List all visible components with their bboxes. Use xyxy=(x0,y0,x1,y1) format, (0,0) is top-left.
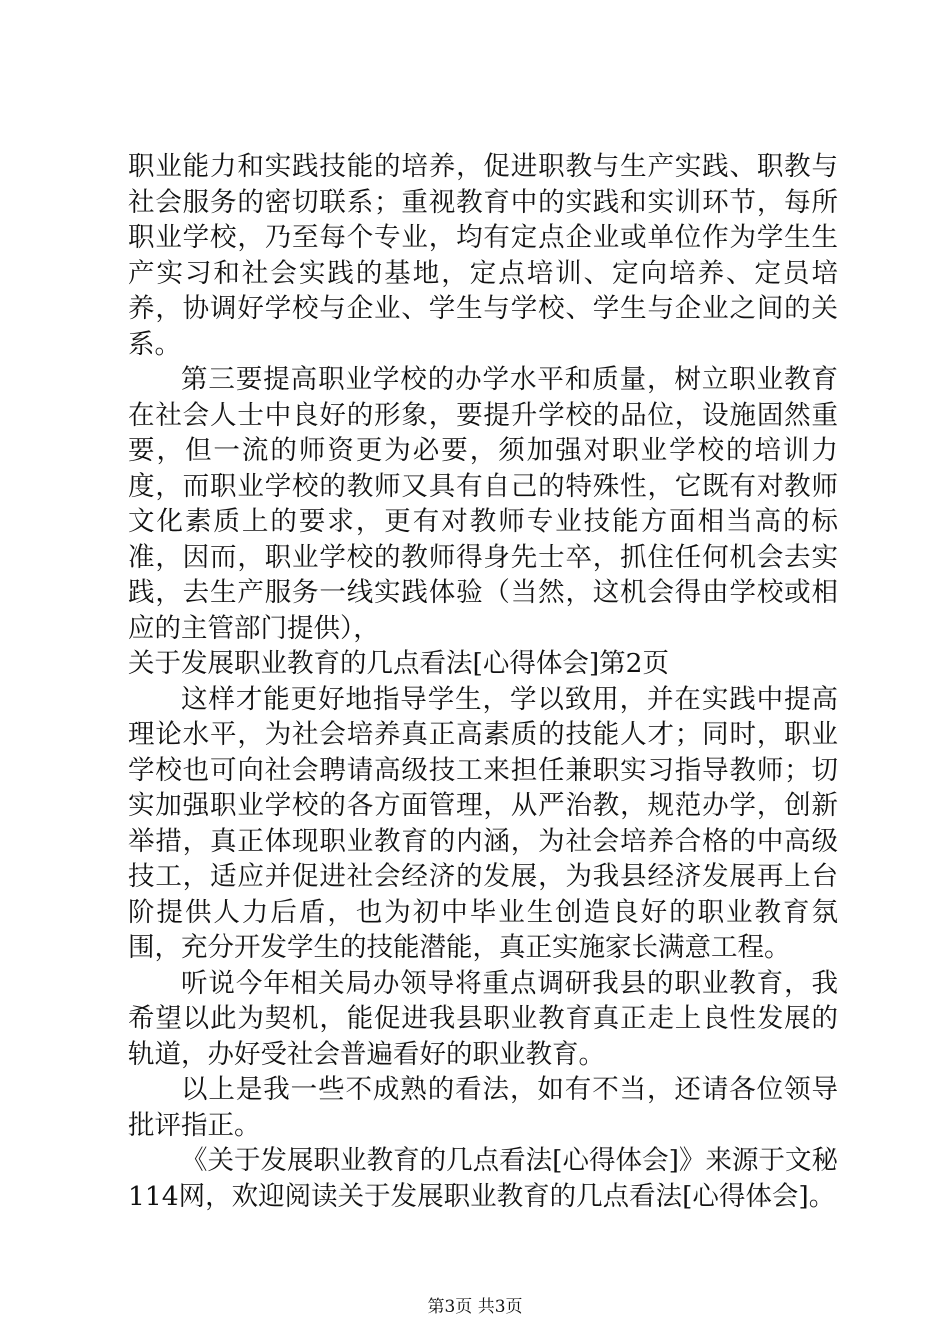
paragraph: 第三要提高职业学校的办学水平和质量，树立职业教育在社会人士中良好的形象，要提升学校的品位，设施固然重要，但一流的师资更为必要，须加强对职业学校的培训力度，而职业学校的教师又具有自己的特殊性，它既有对教师文化素质上的要求，更有对教师专业技能方面相当高的标准，因而，职业学校的教师得身先士卒，抓住任何机会去实践，去生产服务一线实践体验（当然，这机会得由学校或相应的主管部门提供）， xyxy=(128,364,838,644)
document-body xyxy=(128,149,838,1214)
paragraph: 听说今年相关局办领导将重点调研我县的职业教育，我希望以此为契机，能促进我县职业教育真正走上良性发展的轨道，办好受社会普遍看好的职业教育。 xyxy=(128,967,838,1070)
paragraph: 关于发展职业教育的几点看法[心得体会]第2页 xyxy=(128,648,670,679)
page-footer: 第3页 共3页 xyxy=(427,1297,523,1317)
paragraph: 《关于发展职业教育的几点看法[心得体会]》来源于文秘114网，欢迎阅读关于发展职业教育的几点看法[心得体会]。 xyxy=(128,1145,838,1212)
paragraph: 这样才能更好地指导学生，学以致用，并在实践中提高理论水平，为社会培养真正高素质的技能人才；同时，职业学校也可向社会聘请高级技工来担任兼职实习指导教师；切实加强职业学校的各方面管理，从严治教，规范办学，创新举措，真正体现职业教育的内涵，为社会培养合格的中高级技工，适应并促进社会经济的发展，为我县经济发展再上台阶提供人力后盾，也为初中毕业生创造良好的职业教育氛围，充分开发学生的技能潜能，真正实施家长满意工程。 xyxy=(128,683,838,963)
paragraph: 以上是我一些不成熟的看法，如有不当，还请各位领导批评指正。 xyxy=(128,1074,838,1141)
paragraph: 职业能力和实践技能的培养，促进职教与生产实践、职教与社会服务的密切联系；重视教育中的实践和实训环节，每所职业学校，乃至每个专业，均有定点企业或单位作为学生生产实习和社会实践的基地，定点培训、定向培养、定员培养，协调好学校与企业、学生与学校、学生与企业之间的关系。 xyxy=(128,151,838,360)
